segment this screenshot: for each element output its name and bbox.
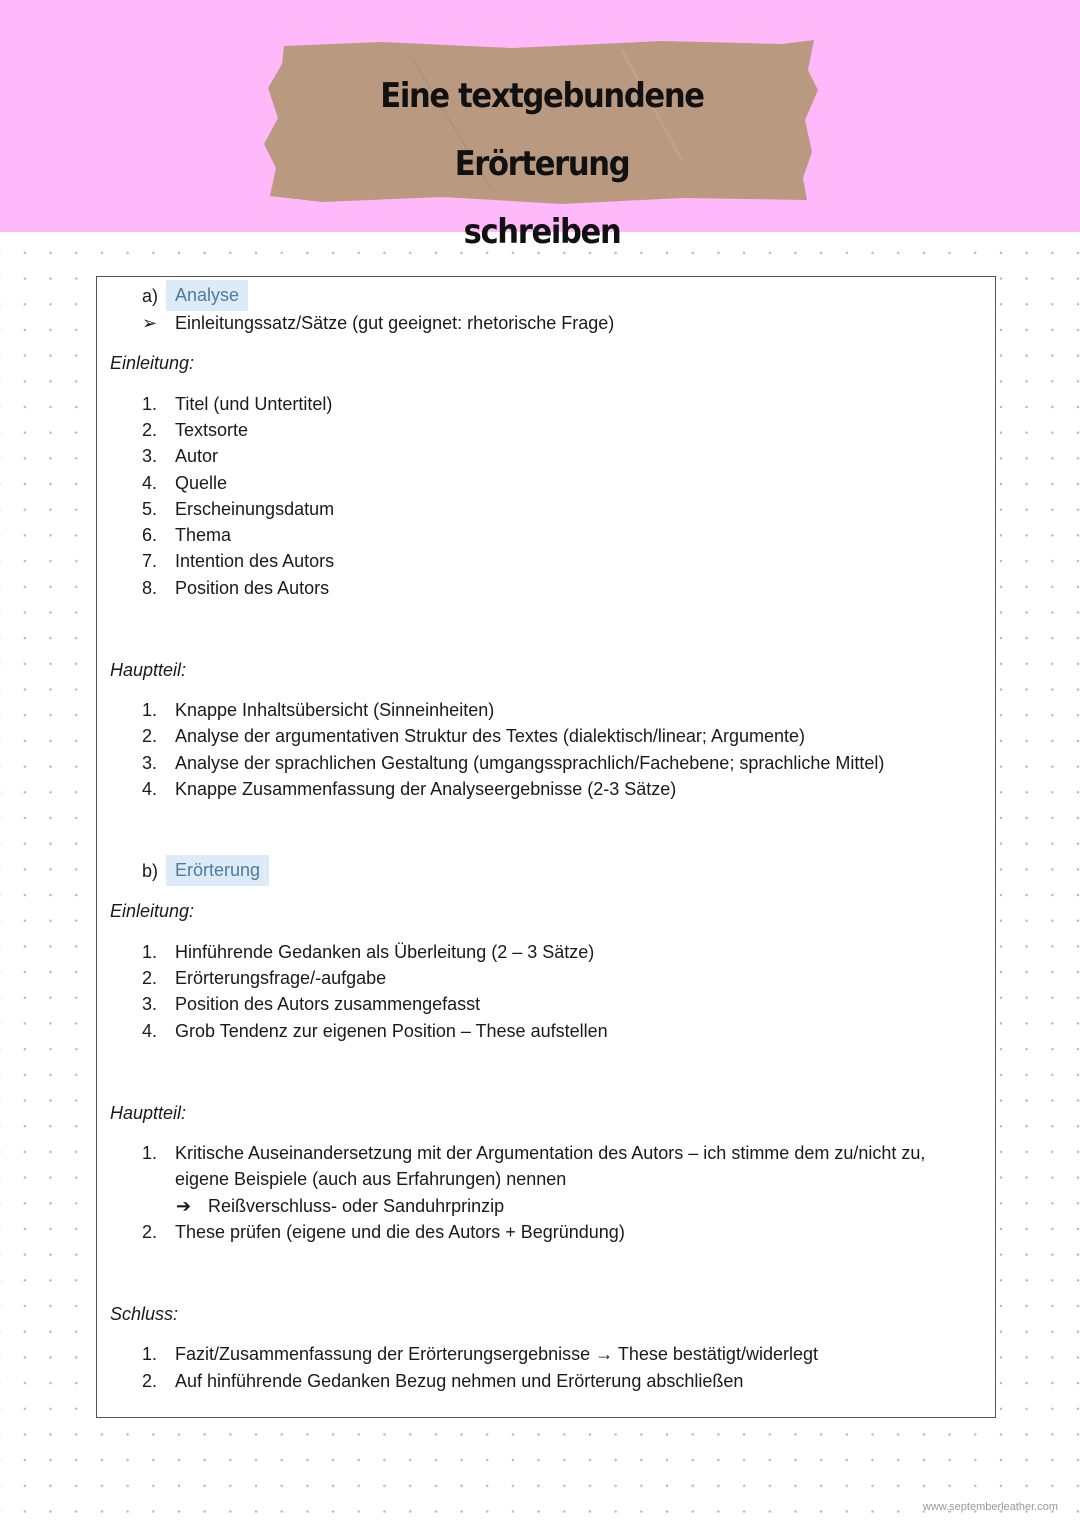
section-a-label: a) [142,286,159,306]
list-number: 2. [142,420,158,440]
title-line-2: schreiben [463,212,621,252]
section-b-label: b) [142,861,159,881]
list-number: 1. [142,1143,158,1163]
list-number: 5. [142,499,158,519]
list-item: Textsorte [175,420,249,440]
right-arrow-icon: ➔ [176,1196,192,1216]
list-item: Titel (und Untertitel) [175,394,333,414]
list-item: Hinführende Gedanken als Überleitung (2 – 3 Sätze) [175,942,595,962]
eroerterung-einleitung-heading: Einleitung: [110,901,195,921]
list-number: 8. [142,578,158,598]
section-a-title: Analyse [166,280,248,311]
list-number: 2. [142,1371,158,1391]
list-item: Thema [175,525,232,545]
list-item: Position des Autors [175,578,330,598]
list-number: 6. [142,525,158,545]
content-box [96,276,996,1418]
list-number: 7. [142,551,158,571]
section-b-title: Erörterung [166,855,269,886]
list-number: 1. [142,700,158,720]
eroerterung-hauptteil-heading: Hauptteil: [110,1103,187,1123]
list-number: 3. [142,446,158,466]
list-item: Analyse der argumentativen Struktur des Textes (dialektisch/linear; Argumente) [175,726,805,746]
analyse-einleitung-heading: Einleitung: [110,353,195,373]
list-number: 1. [142,394,158,414]
schluss-heading: Schluss: [110,1304,179,1324]
list-item: Quelle [175,473,228,493]
list-item-continuation: eigene Beispiele (auch aus Erfahrungen) nennen [175,1169,567,1189]
list-item: Grob Tendenz zur eigenen Position – These aufstellen [175,1021,608,1041]
list-item: Analyse der sprachlichen Gestaltung (umgangssprachlich/Fachebene; sprachliche Mittel) [175,753,885,773]
list-item: Erscheinungsdatum [175,499,335,519]
list-number: 4. [142,779,158,799]
list-item: Fazit/Zusammenfassung der Erörterungsergebnisse → These bestätigt/widerlegt [175,1344,818,1364]
footer-watermark: www.septemberleather.com [922,1501,1058,1513]
bullet-arrow-icon: ➢ [142,313,158,333]
list-item: Knappe Inhaltsübersicht (Sinneinheiten) [175,700,495,720]
list-item: Auf hinführende Gedanken Bezug nehmen und Erörterung abschließen [175,1371,744,1391]
analyse-intro-bullet: Einleitungssatz/Sätze (gut geeignet: rhetorische Frage) [175,313,615,333]
list-number: 1. [142,942,158,962]
list-item: Intention des Autors [175,551,335,571]
list-number: 2. [142,1222,158,1242]
title-line-1: Eine textgebundene Erörterung [380,76,704,184]
list-item: Knappe Zusammenfassung der Analyseergebnisse (2-3 Sätze) [175,779,677,799]
list-item: Kritische Auseinandersetzung mit der Argumentation des Autors – ich stimme dem zu/nicht zu, [175,1143,926,1163]
list-number: 1. [142,1344,158,1364]
list-item: Erörterungsfrage/-aufgabe [175,968,387,988]
list-item: These prüfen (eigene und die des Autors + Begründung) [175,1222,625,1242]
list-number: 4. [142,1021,158,1041]
list-item: Autor [175,446,219,466]
list-number: 3. [142,753,158,773]
analyse-hauptteil-heading: Hauptteil: [110,660,187,680]
list-number: 3. [142,994,158,1014]
list-item: Position des Autors zusammengefasst [175,994,481,1014]
list-number: 2. [142,726,158,746]
list-number: 4. [142,473,158,493]
page-title [290,62,794,266]
list-number: 2. [142,968,158,988]
arrow-note: Reißverschluss- oder Sanduhrprinzip [208,1196,505,1216]
